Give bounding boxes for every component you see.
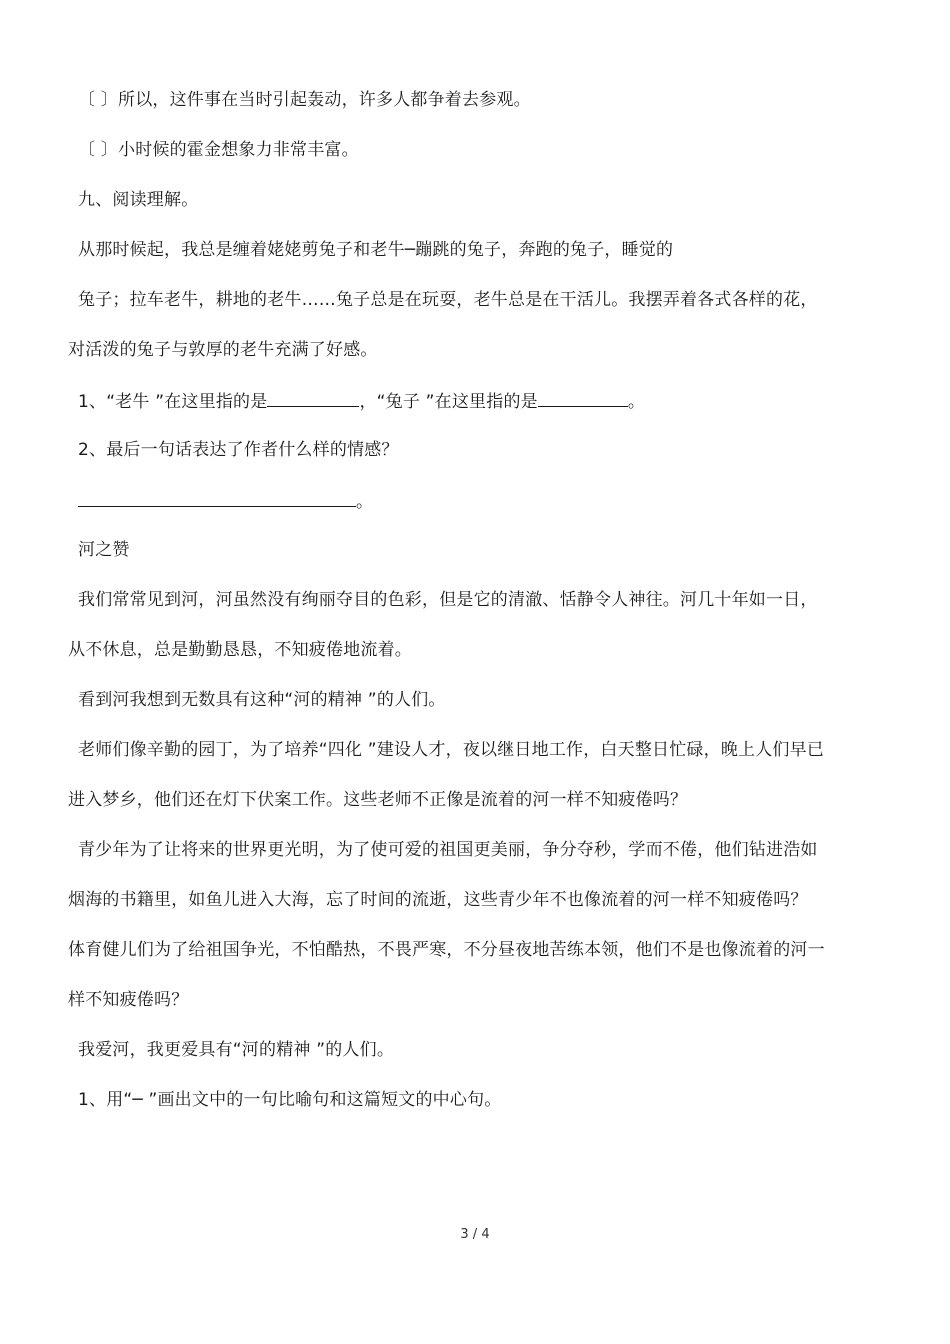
answer-line-end: 。 bbox=[356, 492, 374, 512]
section-heading-reading: 九、阅读理解。 bbox=[78, 190, 199, 210]
question-2: 2、最后一句话表达了作者什么样的情感？ bbox=[78, 440, 399, 460]
passage-1-line-1: 从那时候起，我总是缠着姥姥剪兔子和老牛─蹦跳的兔子，奔跑的兔子，睡觉的 bbox=[78, 240, 674, 260]
passage-1-line-3: 对活泼的兔子与敦厚的老牛充满了好感。 bbox=[68, 340, 378, 360]
passage-2-line-8: 体育健儿们为了给祖国争光，不怕酷热，不畏严寒，不分昼夜地苦练本领，他们不是也像流着的河一 bbox=[68, 940, 825, 960]
passage-2-line-4: 老师们像辛勤的园丁，为了培养“四化 ”建设人才，夜以继日地工作，白天整日忙碌，晚上人们早已 bbox=[78, 740, 825, 760]
question-1-part-b: ，“兔子 ”在这里指的是 bbox=[359, 392, 538, 412]
passage-2-line-3: 看到河我想到无数具有这种“河的精神 ”的人们。 bbox=[78, 690, 446, 710]
question-2-answer-line bbox=[78, 488, 373, 514]
judgement-item-2: 〔 〕小时候的霍金想象力非常丰富。 bbox=[78, 140, 359, 160]
judgement-item-1: 〔 〕所以，这件事在当时引起轰动，许多人都争着去参观。 bbox=[78, 90, 531, 110]
answer-blank-rabbit[interactable] bbox=[538, 388, 628, 407]
passage-2-line-9: 样不知疲倦吗？ bbox=[68, 990, 189, 1010]
answer-blank-ox[interactable] bbox=[267, 388, 359, 407]
question-1-part-a: 1、“老牛 ”在这里指的是 bbox=[78, 392, 268, 412]
passage-2-line-5: 进入梦乡，他们还在灯下伏案工作。这些老师不正像是流着的河一样不知疲倦吗？ bbox=[68, 790, 688, 810]
passage-2-title: 河之赞 bbox=[78, 540, 130, 560]
passage-2-line-7: 烟海的书籍里，如鱼儿进入大海，忘了时间的流逝，这些青少年不也像流着的河一样不知疲倦吗？ bbox=[68, 890, 808, 910]
page-number: 3 / 4 bbox=[460, 1227, 490, 1242]
question-1 bbox=[78, 388, 645, 414]
answer-blank-emotion[interactable] bbox=[78, 488, 356, 507]
passage-2-line-6: 青少年为了让将来的世界更光明，为了使可爱的祖国更美丽，争分夺秒，学而不倦，他们钻进浩如 bbox=[78, 840, 818, 860]
passage-2-line-10: 我爱河，我更爱具有“河的精神 ”的人们。 bbox=[78, 1040, 395, 1060]
question-3: 1、用“─ ”画出文中的一句比喻句和这篇短文的中心句。 bbox=[78, 1090, 502, 1110]
question-1-part-c: 。 bbox=[627, 392, 646, 412]
passage-1-line-2: 兔子；拉车老牛，耕地的老牛……兔子总是在玩耍，老牛总是在干活儿。我摆弄着各式各样的花， bbox=[78, 290, 818, 310]
passage-2-line-1: 我们常常见到河，河虽然没有绚丽夺目的色彩，但是它的清澈、恬静令人神往。河几十年如一日， bbox=[78, 590, 818, 610]
passage-2-line-2: 从不休息，总是勤勤恳恳，不知疲倦地流着。 bbox=[68, 640, 412, 660]
